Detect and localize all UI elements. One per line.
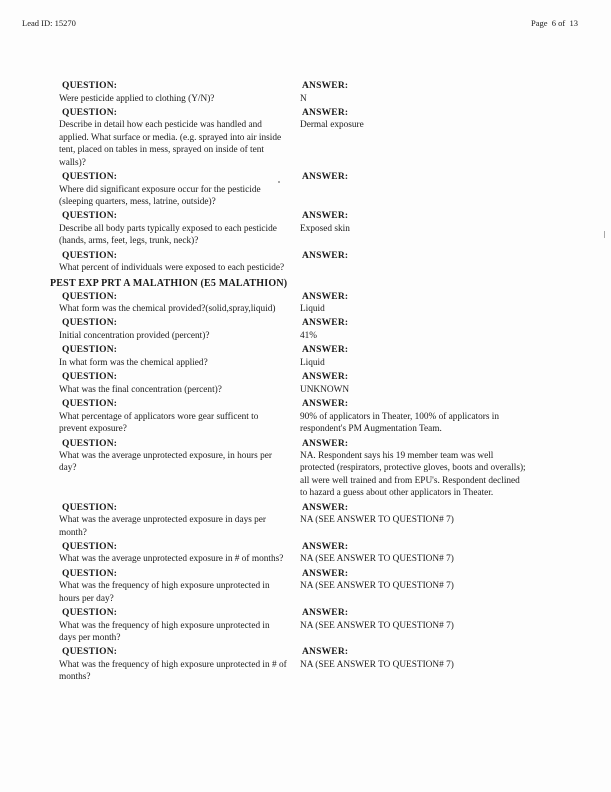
qa-row [50, 541, 540, 566]
qa-row [50, 210, 540, 247]
answer-label: ANSWER: [302, 211, 349, 222]
question-cell [50, 317, 300, 342]
answer-text: NA (SEE ANSWER TO QUESTION# 7) [300, 554, 454, 565]
answer-label: ANSWER: [302, 318, 349, 329]
question-label: QUESTION: [62, 211, 118, 222]
section-heading: PEST EXP PRT A MALATHION (E5 MALATHION) [50, 277, 288, 289]
qa-row [50, 398, 540, 435]
qa-row [50, 317, 540, 342]
question-text: Describe all body parts typically exposed to each pesticide (hands, arms, feet, legs, trunk, neck)? [59, 223, 277, 247]
answer-text: NA (SEE ANSWER TO QUESTION# 7) [300, 581, 454, 592]
question-text: What was the average unprotected exposure, in hours per day? [59, 451, 272, 474]
answer-cell [300, 371, 540, 396]
question-label: QUESTION: [62, 291, 118, 302]
answer-label: ANSWER: [302, 502, 349, 513]
answer-text: Exposed skin [300, 223, 350, 234]
question-label: QUESTION: [62, 250, 118, 261]
question-text: In what form was the chemical applied? [59, 357, 208, 368]
question-text: What percentage of applicators wore gear sufficent to prevent exposure? [59, 411, 259, 435]
answer-cell [300, 541, 540, 566]
question-label: QUESTION: [62, 608, 118, 619]
answer-label: ANSWER: [302, 172, 349, 183]
qa-row [50, 438, 540, 500]
answer-label: ANSWER: [302, 608, 349, 619]
question-cell [50, 502, 300, 539]
answer-text: N [300, 93, 307, 104]
answer-text [300, 262, 528, 274]
answer-text: Liquid [300, 304, 325, 315]
answer-text: Liquid [300, 357, 325, 368]
answer-text: NA (SEE ANSWER TO QUESTION# 7) [300, 620, 454, 631]
answer-label: ANSWER: [302, 438, 349, 449]
answer-cell [300, 291, 540, 316]
question-text: What form was the chemical provided?(solid,spray,liquid) [59, 304, 276, 315]
answer-text: NA (SEE ANSWER TO QUESTION# 7) [300, 515, 454, 526]
question-cell [50, 438, 300, 475]
question-label: QUESTION: [62, 568, 118, 579]
qa-row [50, 344, 540, 369]
qa-row [50, 607, 540, 644]
question-text: What was the frequency of high exposure unprotected in hours per day? [59, 581, 270, 604]
page-header [22, 18, 578, 28]
question-label: QUESTION: [62, 372, 118, 383]
qa-row [50, 107, 540, 169]
answer-cell [300, 317, 540, 342]
question-label: QUESTION: [62, 541, 118, 552]
answer-label: ANSWER: [302, 372, 349, 383]
answer-cell [300, 250, 540, 275]
question-text: Describe in detail how each pesticide was handled and applied. What surface or media. (e.g. sprayed into air inside tent, placed on tables in mess, sprayed on inside of tent walls)? [59, 120, 282, 168]
answer-cell [300, 344, 540, 369]
question-cell [50, 371, 300, 396]
answer-cell [300, 568, 540, 593]
answer-text [300, 184, 528, 196]
question-text: Initial concentration provided (percent)? [59, 330, 210, 341]
answer-cell [300, 210, 540, 235]
answer-text: NA. Respondent says his 19 member team was well protected (respirators, protective gloves, boots and overalls); all were well trained and from EPU's. Respondent declined to hazard a guess about other applicators in Theater. [300, 451, 526, 499]
question-label: QUESTION: [62, 81, 118, 91]
question-cell [50, 210, 300, 247]
question-cell [50, 250, 300, 275]
question-text: What percent of individuals were exposed to each pesticide? [59, 263, 285, 274]
question-label: QUESTION: [62, 172, 118, 183]
answer-cell [300, 398, 540, 435]
question-label: QUESTION: [62, 107, 118, 118]
answer-text: Dermal exposure [300, 120, 364, 131]
answer-cell [300, 171, 540, 196]
qa-row [50, 502, 540, 539]
question-cell [50, 607, 300, 644]
question-cell [50, 171, 300, 208]
answer-label: ANSWER: [302, 568, 349, 579]
qa-row [50, 646, 540, 683]
qa-row [50, 568, 540, 605]
question-label: QUESTION: [62, 318, 118, 329]
answer-cell [300, 80, 540, 105]
scan-artifact-dash [604, 231, 605, 238]
answer-cell [300, 646, 540, 671]
question-cell [50, 646, 300, 683]
answer-cell [300, 438, 540, 500]
page-number-label: Page 6 of 13 [531, 18, 578, 28]
qa-row [50, 371, 540, 396]
answer-cell [300, 107, 540, 132]
answer-label: ANSWER: [302, 345, 349, 356]
question-text: What was the average unprotected exposure in days per month? [59, 515, 267, 538]
answer-label: ANSWER: [302, 291, 349, 302]
question-text: Were pesticide applied to clothing (Y/N)? [59, 93, 215, 104]
question-cell [50, 541, 300, 566]
answer-label: ANSWER: [302, 250, 349, 261]
question-cell [50, 344, 300, 369]
question-label: QUESTION: [62, 438, 118, 449]
answer-text: NA (SEE ANSWER TO QUESTION# 7) [300, 659, 454, 670]
answer-label: ANSWER: [302, 81, 349, 91]
answer-label: ANSWER: [302, 399, 349, 410]
question-text: What was the frequency of high exposure unprotected in days per month? [59, 620, 270, 644]
answer-text: 41% [300, 330, 318, 341]
question-text: What was the average unprotected exposure in # of months? [59, 554, 284, 565]
question-text: What was the frequency of high exposure unprotected in # of months? [59, 659, 287, 683]
qa-row [50, 80, 540, 105]
qa-row [50, 291, 540, 316]
question-label: QUESTION: [62, 502, 118, 513]
answer-text: 90% of applicators in Theater, 100% of applicators in respondent's PM Augmentation Team. [300, 411, 500, 435]
qa-list [50, 80, 540, 686]
question-cell [50, 80, 300, 105]
question-cell [50, 107, 300, 169]
question-cell [50, 568, 300, 605]
answer-label: ANSWER: [302, 647, 349, 658]
scan-artifact-dot [278, 181, 280, 183]
answer-cell [300, 607, 540, 632]
answer-label: ANSWER: [302, 107, 349, 118]
answer-label: ANSWER: [302, 541, 349, 552]
question-label: QUESTION: [62, 345, 118, 356]
qa-row [50, 250, 540, 275]
question-label: QUESTION: [62, 647, 118, 658]
question-text: What was the final concentration (percent)? [59, 384, 222, 395]
qa-row [50, 171, 540, 208]
question-label: QUESTION: [62, 399, 118, 410]
lead-id-label: Lead ID: 15270 [22, 18, 76, 28]
answer-text: UNKNOWN [300, 384, 350, 395]
answer-cell [300, 502, 540, 527]
question-cell [50, 291, 300, 316]
question-cell [50, 398, 300, 435]
question-text: Where did significant exposure occur for the pesticide (sleeping quarters, mess, latrine, outside)? [59, 184, 261, 207]
